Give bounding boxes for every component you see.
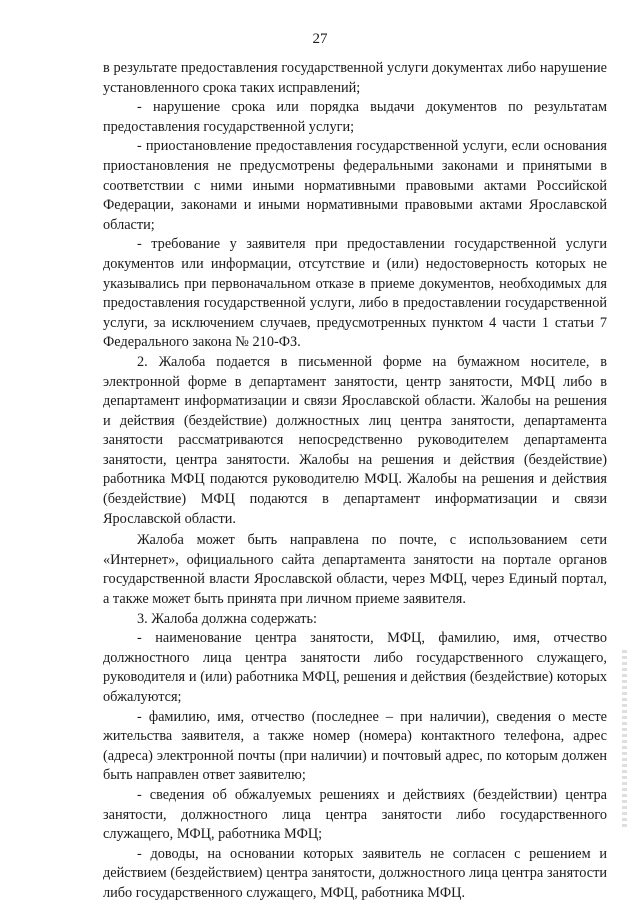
paragraph-7: 3. Жалоба должна содержать: [137,610,317,627]
paragraph-2: - нарушение срока или порядка выдачи документов по результатам предоставления государственной услуги; [103,99,607,135]
paragraph-1: в результате предоставления государственной услуги документах либо нарушение установленного срока таких исправлений; [103,60,607,96]
paragraph-9: - фамилию, имя, отчество (последнее – при наличии), сведения о месте жительства заявителя, а также номер (номера) контактного телефона, адрес (адреса) электронной почты (при наличии) и почтовый адрес, по которым должен быть направлен ответ заявителю; [103,708,607,784]
scan-margin-mark [622,650,627,830]
paragraph-6: Жалоба может быть направлена по почте, с использованием сети «Интернет», официального сайта департамента занятости на портале органов государственной власти Ярославской области, через МФЦ, через Единый портал, а также может быть принята при личном приеме заявителя. [103,532,607,608]
page-number: 27 [312,31,328,47]
document-body [103,59,607,904]
paragraph-10: - сведения об обжалуемых решениях и действиях (бездействии) центра занятости, должностного лица центра занятости либо государственного служащего, МФЦ, работника МФЦ; [103,786,607,843]
paragraph-11: - доводы, на основании которых заявитель не согласен с решением и действием (бездействием) центра занятости, должностного лица центра занятости либо государственного служащего, МФЦ, работника МФЦ. [103,845,607,901]
paragraph-5: 2. Жалоба подается в письменной форме на бумажном носителе, в электронной форме в департамент занятости, центр занятости, МФЦ либо в департамент информатизации и связи Ярославской области. Жалобы на решения и действия (бездействие) должностных лиц центра занятости, департамента занятости рассматриваются непосредственно руководителем департамента занятости, центра занятости. Жалобы на решения и действия (бездействие) работника МФЦ подаются руководителю МФЦ. Жалобы на решения и действия (бездействие) МФЦ подаются в департамент информатизации и связи Ярославской области. [103,353,607,527]
paragraph-4: - требование у заявителя при предоставлении государственной услуги документов или информации, отсутствие и (или) недостоверность которых не указывались при первоначальном отказе в приеме документов, необходимых для предоставления государственной услуги, либо в предоставлении государственной услуги, за исключением случаев, предусмотренных пунктом 4 части 1 статьи 7 Федерального закона № 210-ФЗ. [103,236,607,351]
paragraph-3: - приостановление предоставления государственной услуги, если основания приостановления не предусмотрены федеральными законами и принятыми в соответствии с ними иными нормативными правовыми актами Российской Федерации, законами и иными нормативными правовыми актами Ярославской области; [103,138,607,233]
paragraph-8: - наименование центра занятости, МФЦ, фамилию, имя, отчество должностного лица центра занятости либо государственного служащего, руководителя и (или) работника МФЦ, решения и действия (бездействие) которых обжалуются; [103,630,607,705]
